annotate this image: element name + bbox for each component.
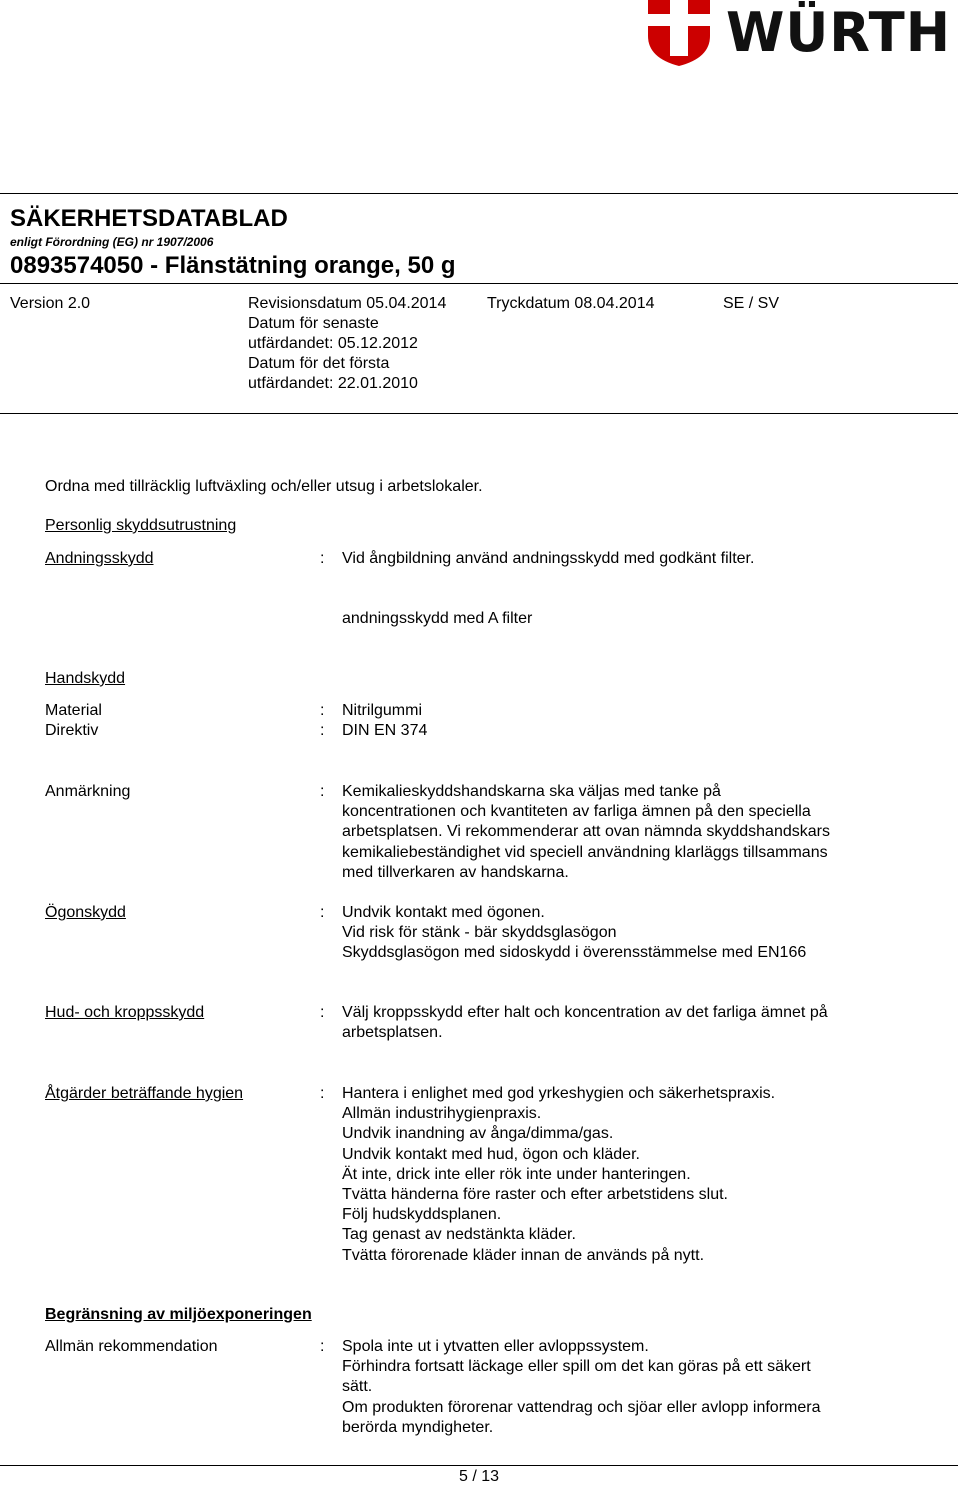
page-number: 5 / 13 <box>458 1468 500 1485</box>
remark-colon: : <box>320 783 325 800</box>
material-colon: : <box>320 702 325 719</box>
hygiene-value: Hantera i enlighet med god yrkeshygien och säkerhetspraxis. Allmän industrihygienpraxis. Undvik inandning av ånga/dimma/gas. Undvik kontakt med hud, ögon och kläder. Ät inte, drick inte eller rök inte under hanteringen. Tvätta händerna före raster och efter arbetstidens slut. Följ hudskyddsplanen. Tag genast av nedstänkta kläder. Tvätta förorenade kläder innan de används på nytt. <box>342 1085 776 1264</box>
eye-value: Undvik kontakt med ögonen. Vid risk för stänk - bär skyddsglasögon Skyddsglasögon med sidoskydd i överensstämmelse med EN166 <box>342 904 807 962</box>
document-title: SÄKERHETSDATABLAD <box>10 205 288 232</box>
header-rule-top <box>0 193 958 194</box>
first-issue-date: utfärdandet: 22.01.2010 <box>248 375 418 392</box>
footer-rule <box>0 1465 958 1466</box>
respiratory-value: Vid ångbildning använd andningsskydd med godkänt filter. <box>342 550 755 567</box>
directive-label: Direktiv <box>45 722 99 739</box>
respiratory-extra: andningsskydd med A filter <box>342 610 533 627</box>
hand-label: Handskydd <box>45 670 126 687</box>
header-rule-mid <box>0 283 958 284</box>
material-label: Material <box>45 702 102 719</box>
respiratory-label: Andningsskydd <box>45 550 154 567</box>
print-date: Tryckdatum 08.04.2014 <box>487 295 655 312</box>
wurth-logo <box>648 0 958 66</box>
env-heading: Begränsning av miljöexponeringen <box>45 1306 312 1323</box>
last-issue-label: Datum för senaste <box>248 315 379 332</box>
intro-text: Ordna med tillräcklig luftväxling och/eller utsug i arbetslokaler. <box>45 478 483 495</box>
header-rule-bottom <box>0 413 958 414</box>
directive-value: DIN EN 374 <box>342 722 428 739</box>
general-label: Allmän rekommendation <box>45 1338 218 1355</box>
wurth-logo-text: WÜRTH <box>726 1 952 64</box>
first-issue-label: Datum för det första <box>248 355 390 372</box>
eye-colon: : <box>320 904 325 921</box>
wurth-logo-mark <box>648 0 710 66</box>
hygiene-colon: : <box>320 1085 325 1102</box>
skin-label: Hud- och kroppsskydd <box>45 1004 205 1021</box>
general-value: Spola inte ut i ytvatten eller avloppssystem. Förhindra fortsatt läckage eller spill om det kan göras på ett säkert sätt. Om produkten förorenar vattendrag och sjöar eller avlopp informera berörda myndigheter. <box>342 1338 821 1436</box>
product-name: 0893574050 - Flänstätning orange, 50 g <box>10 252 456 279</box>
remark-label: Anmärkning <box>45 783 131 800</box>
ppe-heading: Personlig skyddsutrustning <box>45 517 237 534</box>
general-colon: : <box>320 1338 325 1355</box>
document-subtitle: enligt Förordning (EG) nr 1907/2006 <box>10 235 214 249</box>
locale: SE / SV <box>723 295 780 312</box>
version: Version 2.0 <box>10 295 91 312</box>
directive-colon: : <box>320 722 325 739</box>
respiratory-colon: : <box>320 550 325 567</box>
remark-value: Kemikalieskyddshandskarna ska väljas med tanke på koncentrationen och kvantiteten av farliga ämnen på den speciella arbetsplatsen. Vi rekommenderar att ovan nämnda skyddshandskars kemikaliebeständighet vid speciell användning klarläggs tillsammans med tillverkaren av handskarna. <box>342 783 830 881</box>
hygiene-label: Åtgärder beträffande hygien <box>45 1085 244 1102</box>
last-issue-date: utfärdandet: 05.12.2012 <box>248 335 418 352</box>
revision-date: Revisionsdatum 05.04.2014 <box>248 295 447 312</box>
skin-colon: : <box>320 1004 325 1021</box>
material-value: Nitrilgummi <box>342 702 422 719</box>
skin-value: Välj kroppsskydd efter halt och koncentration av det farliga ämnet på arbetsplatsen. <box>342 1004 828 1042</box>
eye-label: Ögonskydd <box>45 904 126 921</box>
